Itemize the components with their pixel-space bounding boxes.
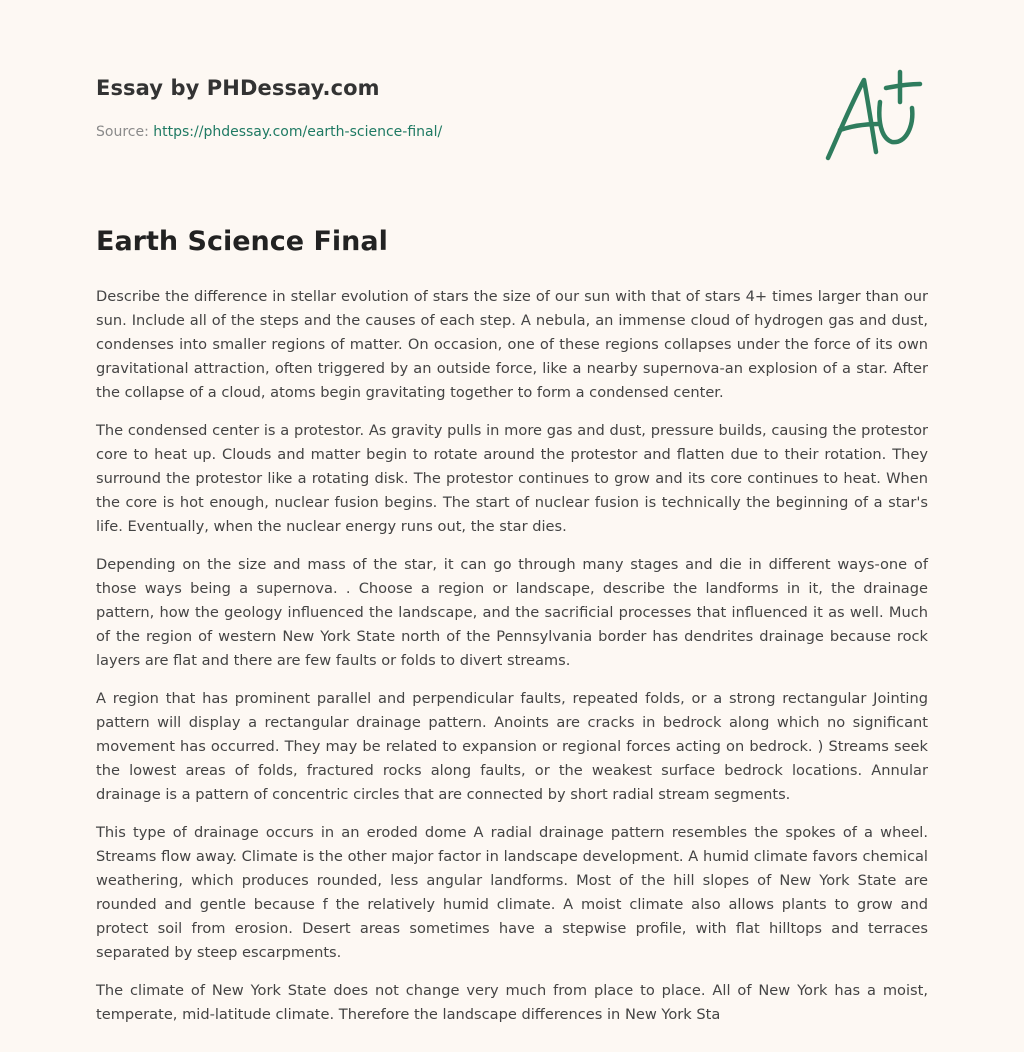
site-title: Essay by PHDessay.com [96, 76, 380, 100]
source-line [96, 124, 442, 140]
essay-paragraph: Describe the difference in stellar evolution of stars the size of our sun with that of stars 4+ times larger than our sun. Include all of the steps and the causes of each step. A nebula, an immense cloud of hydrogen gas and dust, condenses into smaller regions of matter. On occasion, one of these regions collapses under the force of its own gravitational attraction, often triggered by an outside force, like a nearby supernova-an explosion of a star. After the collapse of a cloud, atoms begin gravitating together to form a condensed center. [96, 288, 928, 401]
essay-paragraph: This type of drainage occurs in an eroded dome A radial drainage pattern resembles the spokes of a wheel. Streams flow away. Climate is the other major factor in landscape development. A humid climate favors chemical weathering, which produces rounded, less angular landforms. Most of the hill slopes of New York State are rounded and gentle because f the relatively humid climate. A moist climate also allows plants to grow and protect soil from erosion. Desert areas sometimes have a stepwise profile, with flat hilltops and terraces separated by steep escarpments. [96, 824, 928, 961]
a-plus-grade-icon [818, 66, 928, 166]
essay-body [96, 285, 928, 1041]
essay-paragraph: Depending on the size and mass of the star, it can go through many stages and die in different ways-one of those ways being a supernova. . Choose a region or landscape, describe the landforms in it, the drainage pattern, how the geology influenced the landscape, and the sacrificial processes that influenced it as well. Much of the region of western New York State north of the Pennsylvania border has dendrites drainage because rock layers are flat and there are few faults or folds to divert streams. [96, 556, 928, 669]
essay-paragraph: The climate of New York State does not change very much from place to place. All of New York has a moist, temperate, mid-latitude climate. Therefore the landscape differences in New York Sta [96, 982, 928, 1023]
source-label: Source: [96, 124, 149, 140]
essay-paragraph: A region that has prominent parallel and perpendicular faults, repeated folds, or a strong rectangular Jointing pattern will display a rectangular drainage pattern. Anoints are cracks in bedrock along which no significant movement has occurred. They may be related to expansion or regional forces acting on bedrock. ) Streams seek the lowest areas of folds, fractured rocks along faults, or the weakest surface bedrock locations. Annular drainage is a pattern of concentric circles that are connected by short radial stream segments. [96, 690, 928, 803]
essay-title: Earth Science Final [96, 226, 388, 257]
essay-paragraph: The condensed center is a protestor. As gravity pulls in more gas and dust, pressure builds, causing the protestor core to heat up. Clouds and matter begin to rotate around the protestor and flatten due to their rotation. They surround the protestor like a rotating disk. The protestor continues to grow and its core continues to heat. When the core is hot enough, nuclear fusion begins. The start of nuclear fusion is technically the beginning of a star's life. Eventually, when the nuclear energy runs out, the star dies. [96, 422, 928, 535]
source-link[interactable]: https://phdessay.com/earth-science-final/ [153, 124, 443, 140]
